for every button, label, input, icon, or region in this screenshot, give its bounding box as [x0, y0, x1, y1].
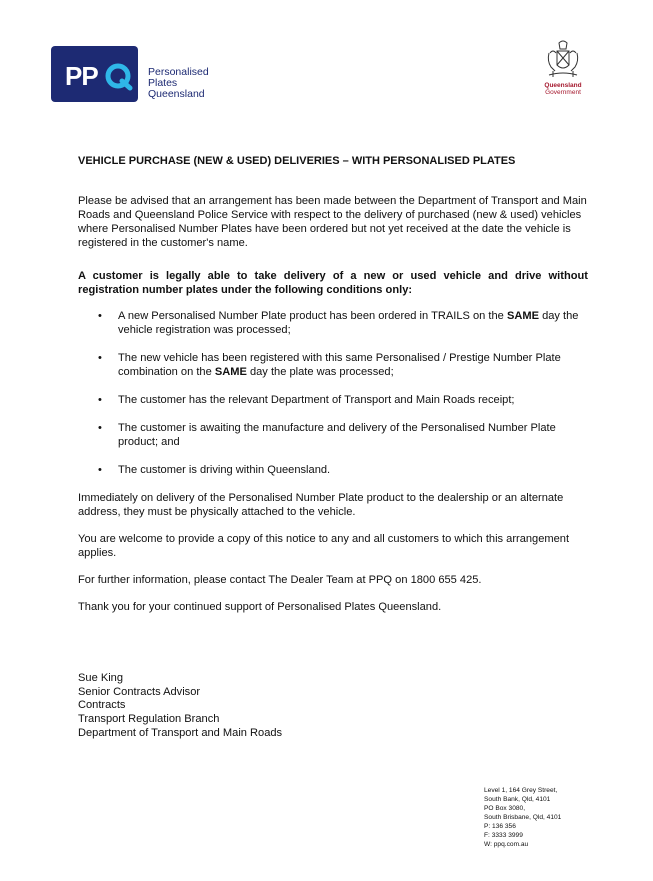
- ppq-logo-mark: [51, 46, 138, 102]
- body-paragraph: Immediately on delivery of the Personalised Number Plate product to the dealership or an alternate address, they must be physically attached to the vehicle.: [78, 492, 564, 518]
- address-line: Level 1, 164 Grey Street,: [484, 787, 558, 794]
- condition-text: The customer has the relevant Department of Transport and Main Roads receipt;: [118, 394, 515, 406]
- signature-line: Senior Contracts Advisor: [78, 685, 201, 698]
- condition-item: [118, 351, 588, 379]
- condition-text: The new vehicle has been registered with this same Personalised / Prestige Number Plate combination on the: [118, 352, 561, 378]
- address-line: PO Box 3080,: [484, 805, 526, 812]
- condition-item: [118, 421, 588, 449]
- condition-emphasis: SAME: [214, 366, 247, 378]
- body-paragraph: You are welcome to provide a copy of this notice to any and all customers to which this arrangement applies.: [78, 533, 570, 559]
- intro-paragraph: Please be advised that an arrangement has been made between the Department of Transport and Main Roads and Queensland Police Service with respect to the delivery of purchased (new & used) vehicles where Personalised Number Plates have been ordered but not yet received at the date the vehicle is registered in the customer's name.: [78, 195, 587, 249]
- qld-logo-text-line: Queensland: [544, 82, 582, 89]
- contact-paragraph: For further information, please contact The Dealer Team at PPQ on 1800 655 425.: [78, 574, 482, 586]
- ppq-logo-text-line: Plates: [148, 77, 178, 89]
- conditions-list: [78, 309, 588, 477]
- condition-text: The customer is driving within Queensland.: [118, 464, 331, 476]
- thanks-paragraph: Thank you for your continued support of Personalised Plates Queensland.: [78, 601, 442, 613]
- ppq-logo: [51, 46, 138, 102]
- queensland-government-logo: [538, 37, 588, 96]
- letter-body: [78, 154, 588, 627]
- conditions-intro: A customer is legally able to take delivery of a new or used vehicle and drive without registration number plates under the following conditions only:: [78, 270, 588, 296]
- page-title: VEHICLE PURCHASE (NEW & USED) DELIVERIES – WITH PERSONALISED PLATES: [78, 155, 516, 167]
- condition-text: A new Personalised Number Plate product has been ordered in TRAILS on the: [118, 310, 507, 322]
- ppq-logo-text-line: Queensland: [148, 88, 205, 100]
- condition-item: [118, 393, 588, 407]
- condition-text: day the plate was processed;: [246, 366, 394, 378]
- ppq-logo-text-line: Personalised: [148, 66, 209, 78]
- condition-item: [118, 309, 588, 337]
- address-line: South Brisbane, Qld, 4101: [484, 814, 562, 821]
- condition-text: day the vehicle registration was processed;: [118, 310, 579, 336]
- address-line: South Bank, Qld, 4101: [484, 796, 551, 803]
- signature-name: Sue King: [78, 672, 124, 684]
- condition-emphasis: SAME: [506, 310, 539, 322]
- address-line: W: ppq.com.au: [484, 841, 529, 848]
- ppq-logo-letters: PP: [65, 61, 98, 91]
- coat-of-arms-icon: [541, 37, 585, 81]
- qld-logo-text-line: Government: [545, 89, 581, 96]
- ppq-logo-text: [148, 67, 209, 100]
- signature-line: Department of Transport and Main Roads: [78, 726, 283, 739]
- address-block: [484, 786, 561, 849]
- condition-text: The customer is awaiting the manufacture and delivery of the Personalised Number Plate product; and: [118, 422, 556, 448]
- signature-block: [78, 672, 282, 741]
- signature-line: Contracts: [78, 699, 126, 712]
- condition-item: [118, 463, 588, 477]
- address-line: F: 3333 3999: [484, 832, 523, 839]
- address-line: P: 136 356: [484, 823, 516, 830]
- signature-line: Transport Regulation Branch: [78, 713, 220, 726]
